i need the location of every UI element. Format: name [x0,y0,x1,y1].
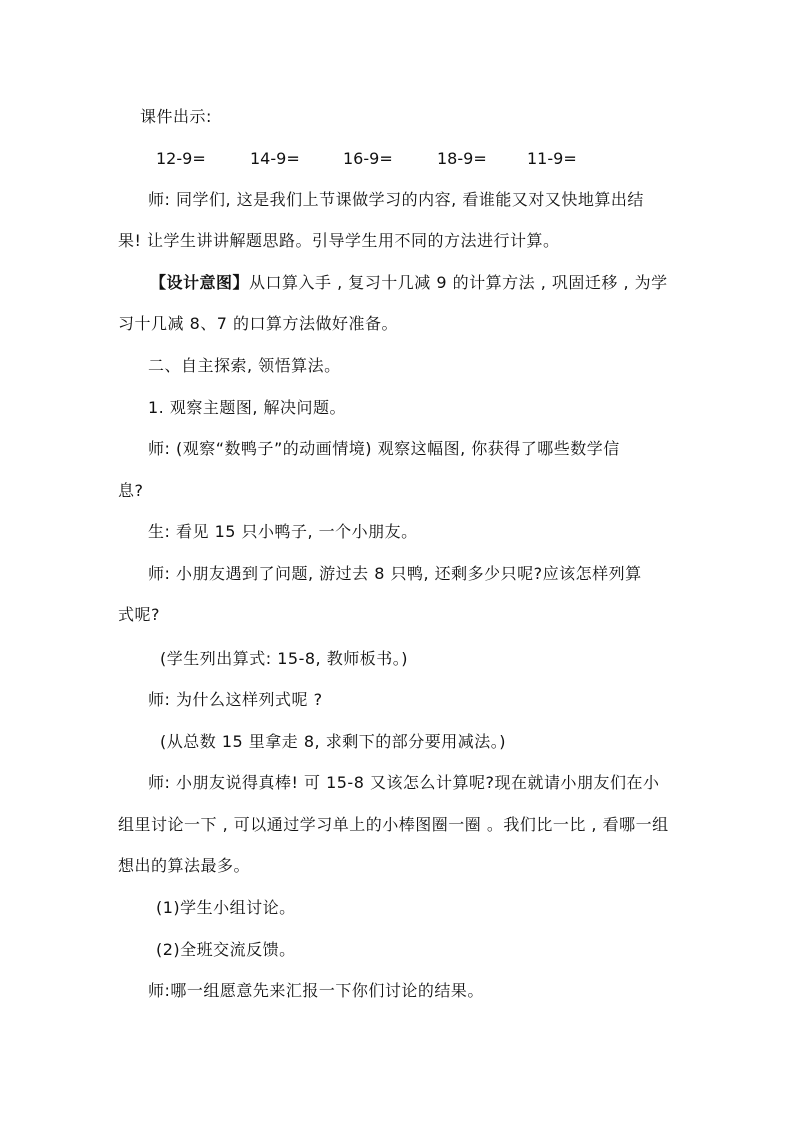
teacher-line-6: 师:哪一组愿意先来汇报一下你们讨论的结果。 [148,981,484,1000]
teacher-line-5c: 想出的算法最多。 [118,856,251,875]
teacher-line-2b: 息? [118,481,144,500]
step-heading: 1. 观察主题图, 解决问题。 [148,398,347,417]
courseware-heading: 课件出示: [140,107,212,126]
design-intent-text: 从口算入手 , 复习十几减 9 的计算方法 , 巩固迁移 , 为学 [249,273,668,292]
design-intent-paragraph [150,272,668,294]
section-heading: 二、自主探索, 领悟算法。 [148,356,341,375]
equation-3: 16-9= [343,149,393,168]
design-intent-label: 【设计意图】 [150,273,250,292]
teacher-line-5a: 师: 小朋友说得真棒! 可 15-8 又该怎么计算呢?现在就请小朋友们在小 [148,773,660,792]
teacher-line-1b: 果! 让学生讲讲解题思路。引导学生用不同的方法进行计算。 [118,231,560,250]
design-intent-line-2: 习十几减 8、7 的口算方法做好准备。 [118,314,399,333]
teacher-line-3a: 师: 小朋友遇到了问题, 游过去 8 只鸭, 还剩多少只呢?应该怎样列算 [148,564,642,583]
student-line-1: 生: 看见 15 只小鸭子, 一个小朋友。 [148,522,418,541]
student-action-2: (从总数 15 里拿走 8, 求剩下的部分要用减法。) [160,732,506,751]
step-item-2: (2)全班交流反馈。 [156,940,296,959]
teacher-line-1a: 师: 同学们, 这是我们上节课做学习的内容, 看谁能又对又快地算出结 [148,190,644,209]
teacher-line-3b: 式呢? [118,605,160,624]
teacher-line-4: 师: 为什么这样列式呢 ? [148,690,323,709]
equation-4: 18-9= [437,149,487,168]
teacher-line-2a: 师: (观察“数鸭子”的动画情境) 观察这幅图, 你获得了哪些数学信 [148,439,620,458]
teacher-line-5b: 组里讨论一下 , 可以通过学习单上的小棒图圈一圈 。我们比一比 , 看哪一组 [118,815,669,834]
step-item-1: (1)学生小组讨论。 [156,898,296,917]
equation-1: 12-9= [156,149,206,168]
equation-5: 11-9= [527,149,577,168]
equation-2: 14-9= [250,149,300,168]
student-action-1: (学生列出算式: 15-8, 教师板书。) [160,649,408,668]
